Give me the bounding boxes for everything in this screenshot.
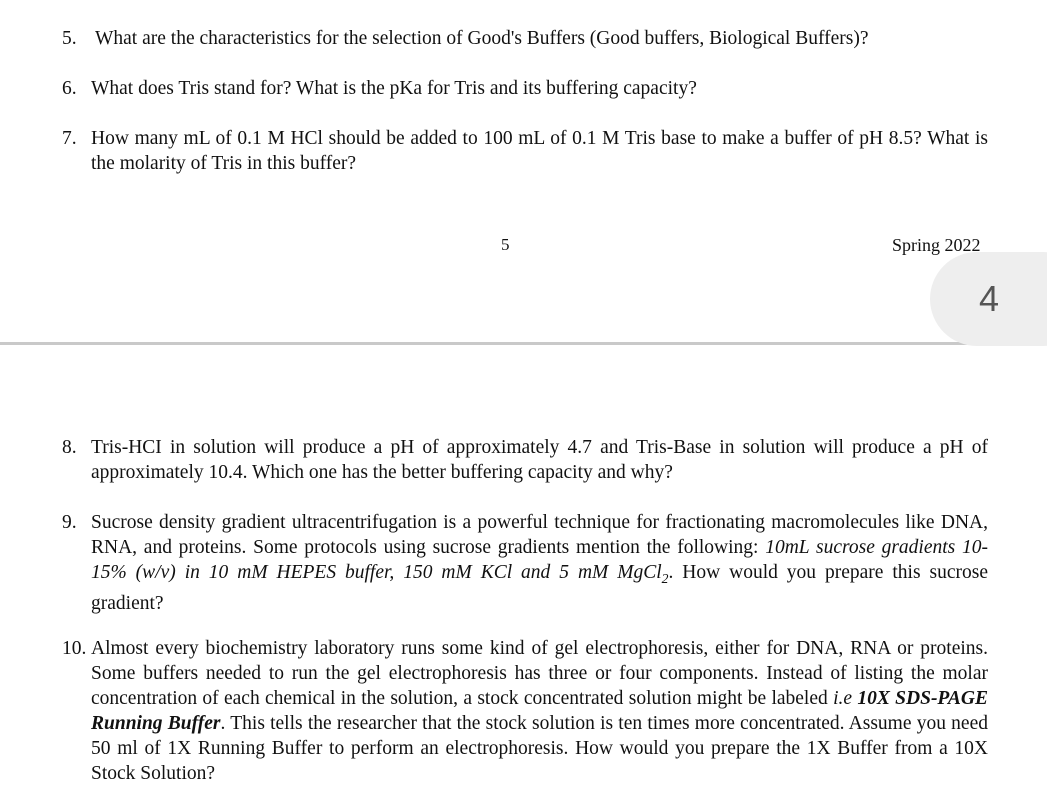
question-number: 8. [62, 437, 77, 458]
page-badge-number: 4 [978, 278, 1000, 319]
question-9 [62, 510, 988, 616]
document-page-top [0, 0, 1047, 343]
page-divider [0, 342, 1047, 345]
question-number: 6. [62, 78, 77, 99]
question-7 [62, 126, 988, 176]
question-number: 9. [62, 512, 77, 533]
question-5 [62, 26, 988, 51]
question-text: What does Tris stand for? What is the pKa for Tris and its buffering capacity? [91, 78, 697, 99]
question-text-plain: Sucrose density gradient ultracentrifugation is a powerful technique for fractionating macromolecules like DNA, RNA, and proteins. Some protocols using sucrose gradients mention the following: [91, 512, 988, 558]
question-text-plain-end: . How would you prepare this sucrose gradient? [91, 562, 988, 614]
question-number: 7. [62, 128, 77, 149]
question-6 [62, 76, 988, 101]
question-text: What are the characteristics for the selection of Good's Buffers (Good buffers, Biological Buffers)? [95, 28, 869, 49]
subscript-2: 2 [661, 570, 669, 586]
question-number: 5. [62, 28, 77, 49]
page-number-badge [930, 252, 1047, 346]
question-text-plain-end: . This tells the researcher that the stock solution is ten times more concentrated. Assume you need 50 ml of 1X Running Buffer to perform an electrophoresis. How would you prepare the 1X Buffer from a 10X Stock Solution? [91, 713, 988, 784]
question-number: 10. [62, 638, 87, 659]
question-text-bold-italic: 10X SDS-PAGE Running Buffer [91, 688, 988, 734]
question-text [91, 636, 988, 786]
question-10 [62, 636, 988, 786]
question-text-italic: 10mL sucrose gradients 10-15% (w/v) in 10 mM HEPES buffer, 150 mM KCl and 5 mM MgCl [91, 537, 988, 583]
question-text: Tris-HCI in solution will produce a pH of approximately 4.7 and Tris-Base in solution will produce a pH of approximately 10.4. Which one has the better buffering capacity and why? [91, 437, 988, 483]
question-text: How many mL of 0.1 M HCl should be added to 100 mL of 0.1 M Tris base to make a buffer of pH 8.5? What is the molarity of Tris in this buffer? [91, 128, 988, 174]
footer-term: Spring 2022 [892, 235, 981, 255]
question-text-plain: Almost every biochemistry laboratory runs some kind of gel electrophoresis, either for DNA, RNA or proteins. Some buffers needed to run the gel electrophoresis has three or four components. Instead of listing the molar concentration of each chemical in the solution, a stock concentrated solution might be labeled [91, 638, 988, 709]
question-text [91, 510, 988, 616]
footer-page-number: 5 [501, 235, 510, 254]
question-text-ie: i.e [833, 688, 853, 709]
question-8 [62, 435, 988, 485]
